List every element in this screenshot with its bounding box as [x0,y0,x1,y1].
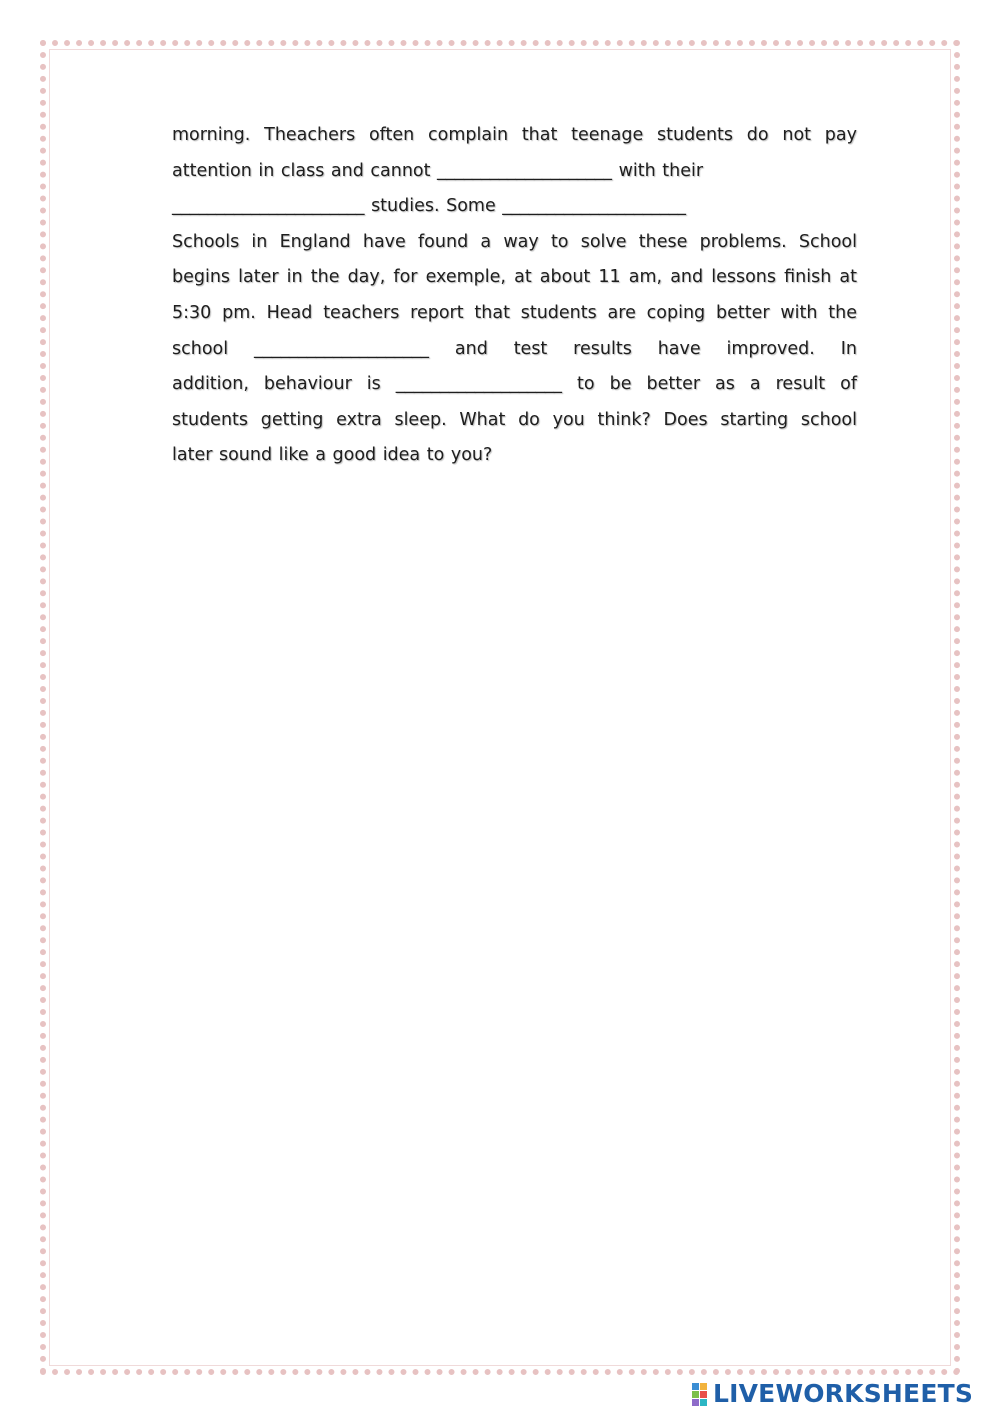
passage-line-6: 5:30 pm. Head teachers report that students are coping better with the [172,302,857,323]
passage-line-1: morning. Theachers often complain that teenage students do not pay [172,125,857,145]
worksheet-passage [172,118,857,474]
logo-square [692,1391,699,1398]
logo-square [692,1399,699,1406]
passage-line-7: school ____________________ and test results have improved. In [172,338,857,359]
logo-squares-icon [692,1383,707,1406]
logo-square [700,1399,707,1406]
liveworksheets-logo [692,1379,973,1409]
passage-line-9: students getting extra sleep. What do you think? Does starting school [172,409,857,430]
logo-square [692,1383,699,1390]
passage-line-2: attention in class and cannot ____________________ with their [172,160,704,181]
logo-square [700,1383,707,1390]
logo-wordmark: LIVEWORKSHEETS [713,1379,974,1408]
passage-line-3: ______________________ studies. Some _____________________ [172,196,687,217]
passage-line-5: begins later in the day, for exemple, at about 11 am, and lessons finish at [172,267,857,288]
passage-line-8: addition, behaviour is ___________________ to be better as a result of [172,374,857,395]
passage-line-10: later sound like a good idea to you? [172,445,493,466]
passage-line-4: Schools in England have found a way to solve these problems. School [172,231,857,252]
logo-square [700,1391,707,1398]
